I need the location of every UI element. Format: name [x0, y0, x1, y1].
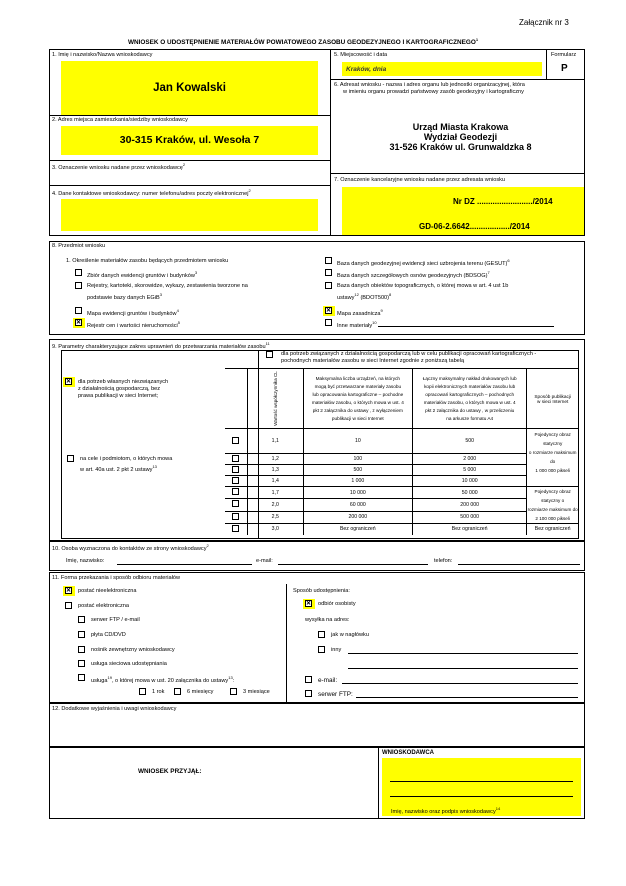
s10-label: 10. Osoba wyznaczona do kontaktów ze strony wnioskodawcy$^2$: [52, 543, 209, 552]
mapa-zasadnicza-checkbox[interactable]: [325, 307, 332, 314]
cl-2-5-checkbox[interactable]: [232, 513, 239, 520]
item-rejestry-2: podstawie bazy danych EGiB$^3$: [87, 292, 162, 301]
devices-value: 10: [303, 429, 412, 454]
col-publication-header: Sposób publikacji w sieci Internet: [527, 369, 579, 429]
own-use-3: prawa publikacji w sieci Internet;: [78, 393, 159, 399]
web-service-checkbox[interactable]: [78, 660, 85, 667]
external-media-label: nośnik zewnętrzny wnioskodawcy: [91, 647, 175, 653]
personal-pickup-label: odbiór osobisty: [318, 601, 356, 607]
zbior-egib-checkbox[interactable]: [75, 269, 82, 276]
business-checkbox[interactable]: [266, 351, 273, 358]
item-mapa-zasadnicza: Mapa zasadnicza$^9$: [337, 308, 383, 317]
email-delivery-label: e-mail:: [318, 677, 338, 684]
art40a-2: w art. 40a ust. 2 pkt 2 ustawy$^{13}$: [80, 464, 157, 473]
s11-label: 11. Forma przekazania i sposób odbioru materiałów: [52, 575, 180, 581]
ftp-delivery-label: serwer FTP:: [318, 691, 353, 698]
rejestr-cen-checkbox[interactable]: [75, 319, 82, 326]
office-reference-field[interactable]: [342, 187, 584, 235]
page-title: WNIOSEK O UDOSTĘPNIENIE MATERIAŁÓW POWIATOWEGO ZASOBU GEODEZYJNEGO I KARTOGRAFICZNEGO$^1$: [128, 37, 479, 47]
contact-name-input[interactable]: [117, 564, 252, 565]
applicant-reference-field[interactable]: [61, 171, 318, 181]
web-service-label: usługa sieciowa udostępniania: [91, 661, 167, 667]
item-egib: Zbiór danych ewidencji gruntów i budynków$^3$: [87, 270, 198, 279]
bdot-checkbox[interactable]: [325, 282, 332, 289]
period-1-year-checkbox[interactable]: [139, 688, 146, 695]
cl-1-2-checkbox[interactable]: [232, 455, 239, 462]
cl-1-7-checkbox[interactable]: [232, 488, 239, 495]
contact-phone-label: telefon:: [434, 558, 453, 564]
period-6-months-checkbox[interactable]: [174, 688, 181, 695]
ftp-email-label: serwer FTP / e-mail: [91, 617, 140, 623]
s1-label: 1. Imię i nazwisko/Nazwa wnioskodawcy: [52, 52, 153, 58]
business-2: pochodnych materiałów zasobu w sieci Internet zgodnie z poniższą tabelą: [281, 358, 465, 364]
usluga-label: usługa$^{19}$, o której mowa w ust. 20 załącznika do ustawy$^{13}$:: [91, 675, 235, 684]
contact-email-label: e-mail:: [256, 558, 273, 564]
external-media-checkbox[interactable]: [78, 646, 85, 653]
s2-label: 2. Adres miejsca zamieszkania/siedziby wnioskodawcy: [52, 117, 188, 123]
ftp-delivery-checkbox[interactable]: [305, 690, 312, 697]
contact-name-label: Imię, nazwisko:: [66, 558, 105, 564]
ftp-email-checkbox[interactable]: [78, 616, 85, 623]
nr-dz: Nr DZ ........................./2014: [453, 197, 553, 206]
other-address-input-2[interactable]: [348, 668, 578, 669]
remarks-field[interactable]: [61, 715, 579, 743]
contact-phone-input[interactable]: [458, 564, 580, 565]
shipping-label: wysyłka na adres:: [305, 617, 350, 623]
item-bdot-2: ustawy$^{12}$ (BDOT500)$^8$: [337, 292, 392, 301]
electronic-form-checkbox[interactable]: [65, 602, 72, 609]
s4-label: 4. Dane kontaktowe wnioskodawcy: numer telefonu/adres poczty elektronicznej$^2$: [52, 188, 251, 197]
applicant-header: WNIOSKODAWCA: [382, 750, 434, 756]
same-address-label: jak w nagłówku: [331, 632, 369, 638]
personal-pickup-checkbox[interactable]: [305, 600, 312, 607]
s9-label: 9. Parametry charakteryzujące zakres uprawnień do przetwarzania materiałów zasobu$^{11}$: [52, 341, 270, 350]
cl-3-0-checkbox[interactable]: [232, 525, 239, 532]
inne-checkbox[interactable]: [325, 319, 332, 326]
addressee-line-2: Wydział Geodezji: [423, 132, 498, 142]
prints-value: 500: [413, 429, 527, 454]
bdsog-checkbox[interactable]: [325, 269, 332, 276]
s6-label-2: w imieniu organu prowadzi państwowy zasób geodezyjny i kartograficzny: [343, 89, 524, 95]
s8-line: 1. Określenie materiałów zasobu będących przedmiotem wniosku: [66, 258, 229, 264]
usluga-checkbox[interactable]: [78, 674, 85, 681]
cl-1-1-checkbox[interactable]: [232, 437, 239, 444]
place-date: Kraków, dnia: [346, 66, 387, 73]
item-inne: Inne materiały$^{10}$: [337, 320, 377, 329]
addressee-field[interactable]: [343, 98, 578, 170]
cd-dvd-checkbox[interactable]: [78, 631, 85, 638]
period-3-months: 3 miesiące: [243, 689, 270, 695]
cl-1-4-checkbox[interactable]: [232, 477, 239, 484]
paper-form-checkbox[interactable]: [65, 587, 72, 594]
art40a-1: na cele i podmiotom, o których mowa: [80, 456, 173, 462]
col-devices-header: Maksymalna liczba urządzeń, na których mogą być przetwarzane materiały zasobu lub opracowania kartograficzne – pochodne materiałów zasobu, o których mowa w ust. 4 pkt 2 załącznika do ustawy , z wyłączeniem publikacji w sieci Internet: [303, 369, 412, 429]
s7-label: 7. Oznaczenie kancelaryjne wniosku nadane przez adresata wniosku: [334, 177, 506, 183]
other-address-label: inny: [331, 647, 342, 653]
mapa-ewidencji-checkbox[interactable]: [75, 307, 82, 314]
place-date-field[interactable]: [342, 62, 542, 76]
cl-value: 1,1: [247, 429, 303, 454]
contact-field[interactable]: [61, 199, 318, 231]
publication-1: Pojedynczy obraz statyczny o rozmiarze maksimum do 1 000 000 pikseli: [527, 429, 579, 487]
item-bdot: Baza danych obiektów topograficznych, o której mowa w art. 4 ust 1b: [337, 283, 509, 289]
col-cl-header: Wartość współczynnika CL: [272, 371, 278, 426]
delivery-method-label: Sposób udostępnienia:: [293, 588, 350, 594]
cl-2-0-checkbox[interactable]: [232, 500, 239, 507]
period-6-months: 6 miesięcy: [187, 689, 214, 695]
paper-form-label: postać nieelektroniczna: [78, 588, 137, 594]
email-delivery-input[interactable]: [342, 683, 578, 684]
s3-label: 3. Oznaczenie wniosku nadane przez wnioskodawcę$^2$: [52, 162, 186, 171]
gesut-checkbox[interactable]: [325, 257, 332, 264]
addressee-line-3: 31-526 Kraków ul. Grunwaldzka 8: [389, 142, 532, 152]
applicant-address-field[interactable]: [61, 126, 318, 155]
electronic-form-label: postać elektroniczna: [78, 603, 129, 609]
form-code: P: [561, 63, 568, 74]
attachment-label: Załącznik nr 3: [519, 18, 569, 27]
period-3-months-checkbox[interactable]: [230, 688, 237, 695]
art40a-checkbox[interactable]: [67, 455, 74, 462]
item-mapa-ewidencji: Mapa ewidencji gruntów i budynków$^4$: [87, 308, 179, 317]
own-use-2: z działalnością gospodarczą, bez: [78, 386, 161, 392]
cd-dvd-label: płyta CD/DVD: [91, 632, 126, 638]
ftp-delivery-input[interactable]: [356, 697, 578, 698]
same-address-checkbox[interactable]: [318, 631, 325, 638]
received-by-label: WNIOSEK PRZYJĄŁ:: [138, 768, 202, 775]
s8-label: 8. Przedmiot wniosku: [52, 243, 106, 249]
s12-label: 12. Dodatkowe wyjaśnienia i uwagi wnioskodawcy: [52, 706, 177, 712]
publication-2: Pojedynczy obraz statyczny o rozmiarze maksimum do 2 100 000 pikseli: [527, 487, 579, 524]
s6-label: 6. Adresat wniosku - nazwa i adres organu lub jednostki organizacyjnej, która: [334, 82, 525, 88]
own-use-1: dla potrzeb własnych niezwiązanych: [78, 379, 169, 385]
col-prints-header: Łączny maksymalny nakład drukowanych lub kopii elektronicznych materiałów zasobu lub opracowań kartograficznych – pochodnych materiałów zasobu, o których mowa w ust. 4 pkt 2 załącznika do ustawy , w przeliczeniu na arkusze formatu A4: [413, 369, 527, 429]
other-address-checkbox[interactable]: [318, 646, 325, 653]
rejestry-checkbox[interactable]: [75, 282, 82, 289]
signature-field[interactable]: [382, 758, 581, 816]
s5-label: 5. Miejscowość i data: [334, 52, 388, 58]
own-use-checkbox[interactable]: [65, 378, 72, 385]
applicant-address: 30-315 Kraków, ul. Wesoła 7: [119, 134, 260, 146]
addressee-line-1: Urząd Miasta Krakowa: [412, 122, 509, 132]
applicant-name: Jan Kowalski: [153, 82, 226, 94]
item-rejestr-cen: Rejestr cen i wartości nieruchomości$^5$: [87, 320, 181, 329]
item-rejestry: Rejestry, kartoteki, skorowidze, wykazy, zestawienia tworzone na: [87, 283, 248, 289]
item-bdsog: Baza danych szczegółowych osnów geodezyjnych (BDSOG)$^7$: [337, 270, 490, 279]
contact-email-input[interactable]: [278, 564, 428, 565]
applicant-name-field[interactable]: [61, 61, 318, 115]
inne-input[interactable]: [378, 326, 554, 327]
period-1-year: 1 rok: [152, 689, 165, 695]
publication-3: Bez ograniczeń: [527, 524, 579, 535]
cl-1-3-checkbox[interactable]: [232, 466, 239, 473]
cl-table: Wartość współczynnika CL Maksymalna liczba urządzeń, na których mogą być przetwarzane materiały zasobu lub opracowania kartograficzne – pochodne materiałów zasobu, o których mowa w ust. 4 pkt 2 załącznika do ustawy , z wyłączeniem publikacji w sieci Internet Łączny maksymalny nakład drukowanych lub kopii elektronicznych materiałów zasobu lub opracowań kartograficznych – pochodnych materiałów zasobu, o których mowa w ust. 4 pkt 2 załącznika do ustawy , w przeliczeniu na arkusze formatu A4 Sposób publikacji w sieci Internet 1,1 10 500 Pojedynczy obraz statyczny o rozmiarze maksimum do 1 000 000 pikseli 1,2 100 2 000 1,3 500 5 000 1,4 1 000 10 000 1,7 10 000 50 000 Pojedynczy obraz statyczny o rozmiarze maksimum do 2 100 000 pikseli 2,0 60 000 200 000 2,5 200 000 500 000 3,0 Bez ograniczeń Bez ograniczeń Bez ograniczeń: [225, 368, 579, 535]
other-address-input[interactable]: [348, 653, 578, 654]
item-gesut: Baza danych geodezyjnej ewidencji sieci uzbrojenia terenu (GESUT)$^6$: [337, 258, 510, 267]
gd-number: GD-06-2.6642................../2014: [419, 222, 530, 231]
email-delivery-checkbox[interactable]: [305, 676, 312, 683]
business-1: dla potrzeb związanych z działalnością gospodarczą lub w celu publikacji opracowań kartograficznych -: [281, 351, 537, 357]
signature-label: Imię, nazwisko oraz podpis wnioskodawcy$^{14}$: [391, 806, 501, 815]
form-label: Formularz: [551, 52, 577, 58]
